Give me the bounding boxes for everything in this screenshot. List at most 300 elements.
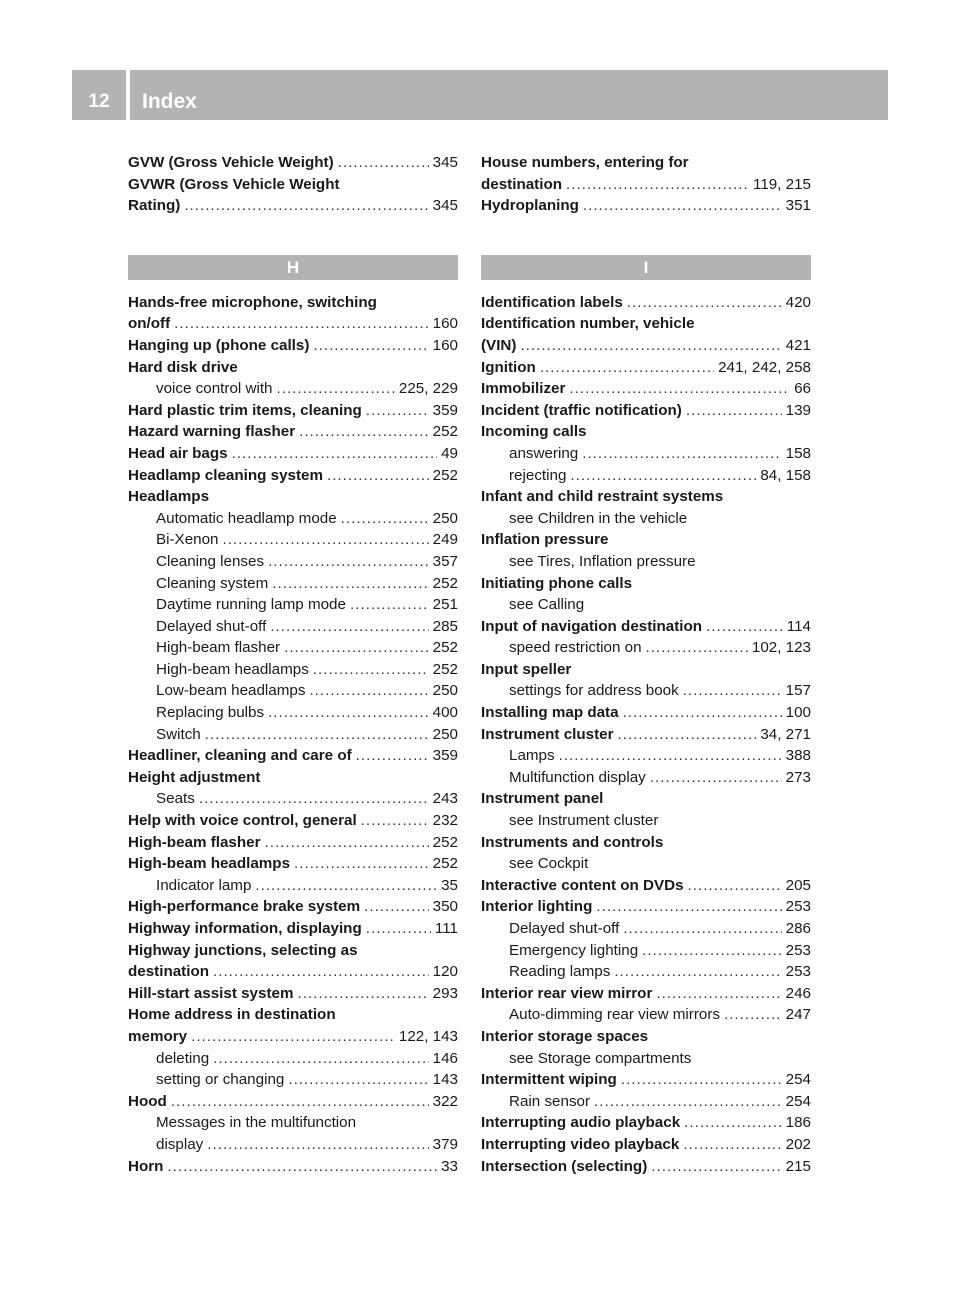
index-entry	[128, 853, 458, 875]
page-reference: 252	[432, 855, 458, 873]
leader-dots	[350, 594, 429, 616]
entry-text: Installing map data	[481, 704, 619, 722]
page-reference: 359	[432, 401, 458, 419]
index-entry	[481, 616, 811, 638]
entry-text: High-beam headlamps	[128, 855, 291, 873]
leader-dots	[646, 637, 748, 659]
page-reference: 400	[432, 704, 458, 722]
entry-text: Help with voice control, general	[128, 812, 357, 830]
page-reference: 253	[785, 898, 811, 916]
index-entry	[128, 1091, 458, 1113]
page-reference: 273	[785, 768, 811, 786]
index-entry	[481, 1026, 811, 1048]
leader-dots	[684, 1112, 782, 1134]
index-subentry	[128, 724, 458, 746]
entry-text: Headliner, cleaning and care of	[128, 747, 352, 765]
index-entry	[481, 875, 811, 897]
page-title: Index	[142, 90, 197, 113]
entry-text: Rating)	[128, 197, 181, 215]
leader-dots	[268, 702, 429, 724]
index-entry	[128, 465, 458, 487]
entry-text: destination	[128, 963, 210, 981]
leader-dots	[570, 465, 756, 487]
index-subentry	[128, 1069, 458, 1091]
page-reference: 252	[432, 574, 458, 592]
index-subentry	[128, 637, 458, 659]
leader-dots	[361, 810, 429, 832]
page-reference: 350	[432, 898, 458, 916]
index-entry	[481, 832, 811, 854]
entry-text: Daytime running lamp mode	[156, 596, 346, 614]
entry-text: Delayed shut-off	[156, 617, 267, 635]
entry-text: Low-beam headlamps	[156, 682, 306, 700]
leader-dots	[356, 745, 429, 767]
index-entry	[128, 1004, 458, 1026]
page-reference: 232	[432, 812, 458, 830]
index-subentry	[128, 529, 458, 551]
index-subentry	[128, 378, 458, 400]
index-subentry	[128, 875, 458, 897]
index-subentry	[481, 961, 811, 983]
entry-text: Cleaning system	[156, 574, 269, 592]
page-reference: 34, 271	[760, 725, 811, 743]
index-entry	[128, 174, 458, 196]
index-entry	[128, 421, 458, 443]
index-entry	[481, 400, 811, 422]
index-subentry	[481, 940, 811, 962]
page-reference: 247	[785, 1006, 811, 1024]
page-reference: 35	[441, 876, 458, 894]
page-reference: 122, 143	[398, 1027, 458, 1045]
leader-dots	[582, 443, 781, 465]
index-entry	[481, 1156, 811, 1178]
index-entry	[128, 443, 458, 465]
index-entry	[481, 1069, 811, 1091]
leader-dots	[265, 832, 429, 854]
entry-text: Delayed shut-off	[509, 920, 620, 937]
entry-text: Infant and child restraint systems	[481, 488, 724, 506]
entry-text: Instruments and controls	[481, 833, 664, 851]
entry-text: see Children in the vehicle	[509, 509, 688, 527]
page-reference: 102, 123	[751, 639, 811, 657]
page-reference: 84, 158	[760, 466, 811, 484]
entry-text: settings for address book	[509, 682, 679, 700]
index-entry	[481, 195, 811, 217]
page-reference: 254	[785, 1071, 811, 1089]
page-reference: 139	[785, 401, 811, 419]
page-number: 12	[88, 91, 110, 112]
entry-text: Interrupting audio playback	[481, 1114, 681, 1132]
leader-dots	[683, 1134, 781, 1156]
leader-dots	[364, 896, 429, 918]
page-reference: 252	[432, 423, 458, 441]
index-entry	[128, 983, 458, 1005]
page-reference: 251	[432, 596, 458, 614]
page-reference: 285	[432, 617, 458, 635]
leader-dots	[313, 659, 429, 681]
index-subentry	[481, 680, 811, 702]
entry-text: Hard plastic trim items, cleaning	[128, 401, 362, 419]
index-entry	[128, 832, 458, 854]
index-subentry	[481, 1048, 811, 1070]
page-reference: 111	[434, 920, 458, 937]
index-entry	[128, 292, 458, 314]
index-entry	[128, 486, 458, 508]
entry-text: Interrupting video playback	[481, 1135, 680, 1153]
entry-text: Head air bags	[128, 444, 228, 462]
entry-text: Incident (traffic notification)	[481, 401, 682, 419]
index-entry	[128, 313, 458, 335]
leader-dots	[614, 961, 781, 983]
leader-dots	[268, 551, 429, 573]
page-reference: 143	[432, 1071, 458, 1089]
entry-text: Seats	[156, 790, 195, 808]
entry-text: rejecting	[509, 466, 567, 484]
index-subentry	[128, 1112, 458, 1134]
entry-text: see Calling	[509, 596, 585, 614]
entry-text: House numbers, entering for	[481, 154, 689, 171]
entry-text: destination	[481, 175, 563, 193]
entry-text: Hanging up (phone calls)	[128, 336, 310, 354]
page-reference: 243	[432, 790, 458, 808]
entry-text: see Cockpit	[509, 855, 589, 873]
entry-text: Messages in the multifunction	[156, 1114, 357, 1132]
page-reference: 351	[785, 197, 811, 215]
leader-dots	[520, 335, 781, 357]
leader-dots	[683, 680, 782, 702]
index-entry	[481, 486, 811, 508]
section-header-h: H	[128, 255, 458, 280]
entry-text: Indicator lamp	[156, 876, 252, 894]
leader-dots	[618, 724, 757, 746]
page-reference: 202	[785, 1135, 811, 1153]
entry-text: Hands-free microphone, switching	[128, 293, 377, 311]
entry-text: Highway junctions, selecting as	[128, 941, 358, 959]
entry-text: Immobilizer	[481, 380, 566, 398]
leader-dots	[594, 1091, 782, 1113]
entry-text: Reading lamps	[509, 963, 611, 981]
index-subentry	[481, 767, 811, 789]
entry-text: Horn	[128, 1157, 164, 1175]
index-subentry	[128, 573, 458, 595]
leader-dots	[270, 616, 428, 638]
page-reference: 293	[432, 984, 458, 1002]
leader-dots	[596, 896, 781, 918]
entry-text: deleting	[156, 1049, 210, 1067]
leader-dots	[627, 292, 782, 314]
leader-dots	[232, 443, 437, 465]
entry-text: Input speller	[481, 660, 572, 678]
entry-text: Cleaning lenses	[156, 552, 265, 570]
index-entry	[481, 152, 811, 174]
page-reference: 421	[785, 336, 811, 354]
entry-text: see Tires, Inflation pressure	[509, 552, 696, 570]
entry-text: display	[156, 1135, 204, 1153]
page-reference: 252	[432, 639, 458, 657]
index-entry	[128, 896, 458, 918]
index-entry	[128, 767, 458, 789]
section-header-i: I	[481, 255, 811, 280]
leader-dots	[656, 983, 781, 1005]
entry-text: memory	[128, 1027, 188, 1045]
index-subentry	[128, 594, 458, 616]
leader-dots	[566, 174, 749, 196]
entry-text: Hazard warning flasher	[128, 423, 296, 441]
entry-text: Headlamps	[128, 488, 210, 506]
index-entry	[481, 702, 811, 724]
leader-dots	[724, 1004, 782, 1026]
index-entry	[481, 313, 811, 335]
entry-text: Headlamp cleaning system	[128, 466, 323, 484]
page-header	[72, 70, 888, 120]
index-subentry	[481, 1004, 811, 1026]
leader-dots	[284, 637, 429, 659]
index-entry	[481, 788, 811, 810]
entry-text: voice control with	[156, 380, 273, 398]
leader-dots	[341, 508, 429, 530]
entry-text: Hill-start assist system	[128, 984, 294, 1002]
page-reference: 120	[432, 963, 458, 981]
header-divider	[126, 70, 130, 120]
index-entry	[481, 659, 811, 681]
right-column	[481, 152, 811, 1177]
page-reference: 345	[432, 154, 458, 171]
leader-dots	[688, 875, 782, 897]
page-reference: 250	[432, 725, 458, 743]
entry-text: High-beam flasher	[128, 833, 261, 851]
leader-dots	[309, 680, 428, 702]
page-reference: 379	[432, 1135, 458, 1153]
page-reference: 357	[432, 552, 458, 570]
page-reference: 345	[432, 197, 458, 215]
index-subentry	[481, 637, 811, 659]
index-subentry	[128, 680, 458, 702]
index-subentry	[481, 551, 811, 573]
page-reference: 186	[785, 1114, 811, 1132]
index-entry	[128, 152, 458, 174]
entry-text: Highway information, displaying	[128, 920, 362, 937]
index-entry	[481, 983, 811, 1005]
entry-text: Interior lighting	[481, 898, 593, 916]
index-entry	[128, 918, 458, 940]
index-entry	[481, 421, 811, 443]
entry-text: Initiating phone calls	[481, 574, 633, 592]
index-entries-g	[128, 152, 458, 217]
index-subentry	[481, 745, 811, 767]
index-subentry	[128, 659, 458, 681]
index-entry	[128, 400, 458, 422]
page-reference: 252	[432, 660, 458, 678]
entry-text: Emergency lighting	[509, 941, 639, 959]
index-subentry	[481, 853, 811, 875]
entry-text: setting or changing	[156, 1071, 285, 1089]
leader-dots	[686, 400, 782, 422]
page-reference: 205	[785, 876, 811, 894]
entry-text: Height adjustment	[128, 768, 261, 786]
index-subentry	[128, 702, 458, 724]
leader-dots	[559, 745, 782, 767]
leader-dots	[294, 853, 429, 875]
page-reference: 286	[785, 920, 811, 937]
leader-dots	[174, 313, 428, 335]
page-reference: 49	[441, 444, 458, 462]
leader-dots	[255, 875, 437, 897]
page-reference: 225, 229	[398, 380, 458, 398]
index-subentry	[128, 788, 458, 810]
page-reference: 146	[432, 1049, 458, 1067]
leader-dots	[213, 1048, 428, 1070]
entry-text: see Instrument cluster	[509, 812, 659, 830]
index-entry	[128, 745, 458, 767]
page-reference: 249	[432, 531, 458, 549]
leader-dots	[191, 1026, 395, 1048]
leader-dots	[313, 335, 428, 357]
index-entry	[481, 529, 811, 551]
page-reference: 250	[432, 509, 458, 527]
entry-text: High-performance brake system	[128, 898, 361, 916]
index-entry	[481, 335, 811, 357]
entry-text: Instrument panel	[481, 790, 604, 808]
index-entry	[481, 1134, 811, 1156]
index-entry	[128, 940, 458, 962]
index-entries-h	[128, 292, 458, 1177]
leader-dots	[650, 767, 782, 789]
leader-dots	[288, 1069, 428, 1091]
leader-dots	[623, 702, 782, 724]
leader-dots	[540, 357, 714, 379]
entry-text: Interior rear view mirror	[481, 984, 653, 1002]
entry-text: Inflation pressure	[481, 531, 609, 549]
index-entry	[128, 335, 458, 357]
leader-dots	[583, 195, 782, 217]
index-entries-h-cont	[481, 152, 811, 217]
entry-text: Hard disk drive	[128, 358, 238, 376]
page-reference: 254	[785, 1092, 811, 1110]
leader-dots	[338, 152, 429, 174]
index-subentry	[481, 508, 811, 530]
index-entries-i	[481, 292, 811, 1177]
page-reference: 253	[785, 963, 811, 981]
left-column	[128, 152, 458, 1177]
page-reference: 252	[432, 466, 458, 484]
leader-dots	[327, 465, 429, 487]
page-reference: 119, 215	[753, 175, 811, 193]
page-reference: 66	[794, 380, 811, 398]
page-reference: 252	[432, 833, 458, 851]
leader-dots	[272, 573, 428, 595]
index-entry	[128, 810, 458, 832]
leader-dots	[569, 378, 790, 400]
leader-dots	[277, 378, 395, 400]
entry-text: Replacing bulbs	[156, 704, 265, 722]
page-reference: 388	[785, 747, 811, 765]
index-entry	[128, 195, 458, 217]
leader-dots	[366, 918, 431, 940]
entry-text: Ignition	[481, 358, 536, 376]
index-entry	[481, 724, 811, 746]
leader-dots	[207, 1134, 428, 1156]
page-reference: 246	[785, 984, 811, 1002]
entry-text: Switch	[156, 725, 201, 743]
index-subentry	[128, 1048, 458, 1070]
leader-dots	[184, 195, 428, 217]
leader-dots	[213, 961, 429, 983]
entry-text: Intermittent wiping	[481, 1071, 617, 1089]
leader-dots	[623, 918, 781, 940]
entry-text: Bi-Xenon	[156, 531, 219, 549]
page-reference: 241, 242, 258	[718, 358, 811, 376]
entry-text: High-beam headlamps	[156, 660, 309, 678]
entry-text: GVW (Gross Vehicle Weight)	[128, 154, 334, 171]
index-subentry	[128, 1134, 458, 1156]
entry-text: Multifunction display	[509, 768, 646, 786]
index-entry	[128, 357, 458, 379]
index-subentry	[481, 918, 811, 940]
entry-text: Identification labels	[481, 293, 623, 311]
page-reference: 158	[785, 444, 811, 462]
entry-text: on/off	[128, 315, 171, 333]
index-subentry	[481, 465, 811, 487]
page-reference: 250	[432, 682, 458, 700]
index-entry	[481, 357, 811, 379]
page-reference: 160	[432, 336, 458, 354]
page-reference: 420	[785, 293, 811, 311]
entry-text: High-beam flasher	[156, 639, 281, 657]
leader-dots	[706, 616, 783, 638]
index-subentry	[128, 551, 458, 573]
entry-text: Identification number, vehicle	[481, 315, 695, 333]
leader-dots	[171, 1091, 429, 1113]
index-entry	[481, 896, 811, 918]
entry-text: Automatic headlamp mode	[156, 509, 337, 527]
index-entry	[481, 174, 811, 196]
index-entry	[128, 961, 458, 983]
leader-dots	[642, 940, 781, 962]
index-subentry	[481, 810, 811, 832]
index-entry	[481, 573, 811, 595]
index-subentry	[481, 443, 811, 465]
leader-dots	[366, 400, 429, 422]
leader-dots	[621, 1069, 782, 1091]
leader-dots	[222, 529, 428, 551]
entry-text: answering	[509, 444, 579, 462]
entry-text: Lamps	[509, 747, 555, 765]
entry-text: Hydroplaning	[481, 197, 579, 215]
entry-text: GVWR (Gross Vehicle Weight	[128, 175, 340, 193]
index-entry	[128, 1156, 458, 1178]
entry-text: see Storage compartments	[509, 1049, 692, 1067]
index-entry	[481, 1112, 811, 1134]
entry-text: Input of navigation destination	[481, 617, 703, 635]
index-entry	[128, 1026, 458, 1048]
index-entry	[481, 292, 811, 314]
entry-text: Incoming calls	[481, 423, 587, 441]
page-reference: 322	[432, 1092, 458, 1110]
entry-text: Instrument cluster	[481, 725, 614, 743]
entry-text: Auto-dimming rear view mirrors	[509, 1006, 720, 1024]
leader-dots	[205, 724, 429, 746]
leader-dots	[297, 983, 428, 1005]
index-subentry	[128, 508, 458, 530]
index-entry	[481, 378, 811, 400]
leader-dots	[299, 421, 429, 443]
leader-dots	[651, 1156, 781, 1178]
leader-dots	[199, 788, 429, 810]
index-subentry	[481, 594, 811, 616]
index-subentry	[128, 616, 458, 638]
page-reference: 359	[432, 747, 458, 765]
entry-text: Intersection (selecting)	[481, 1157, 648, 1175]
